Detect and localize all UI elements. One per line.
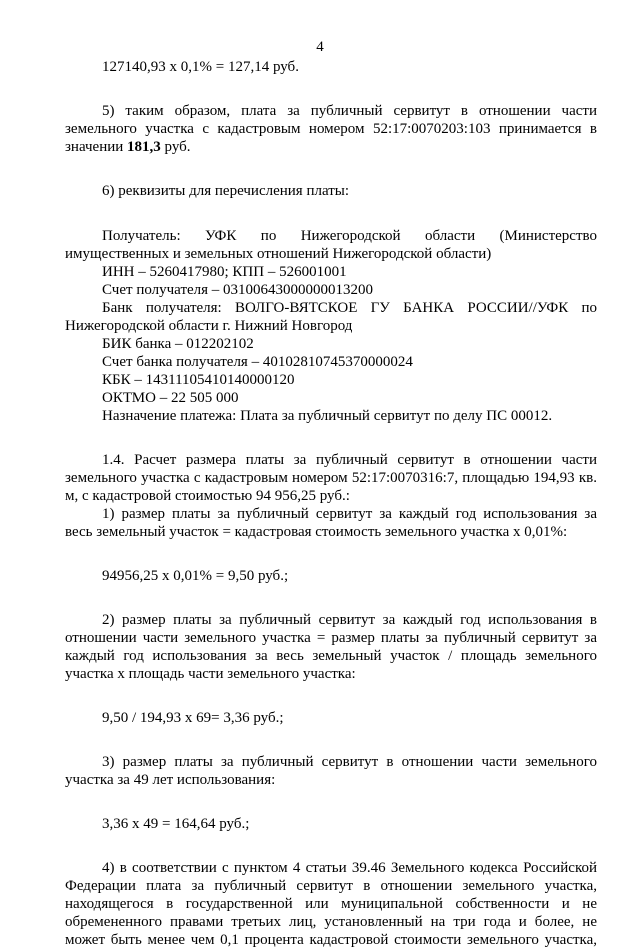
item-6-heading xyxy=(102,182,597,200)
point-2-paragraph xyxy=(65,611,597,683)
bank-line-2: Нижегородской области г. Нижний Новгород xyxy=(65,318,353,334)
point-4-line-3: находящегося в государственной или муниципальной собственности и не xyxy=(65,896,597,912)
item-5-line-3-prefix: значении xyxy=(65,139,128,155)
payment-purpose: Назначение платежа: Плата за публичный сервитут по делу ПС 00012. xyxy=(102,408,553,424)
point-3-paragraph xyxy=(65,753,597,789)
calc-3 xyxy=(102,815,597,833)
calc-2 xyxy=(102,709,597,727)
item-5-line-1: 5) таким образом, плата за публичный сервитут в отношении части xyxy=(102,103,597,119)
item-5-paragraph xyxy=(65,102,597,156)
point-4-line-2: Федерации плата за публичный сервитут в отношении земельного участка, xyxy=(65,878,597,894)
point-3-line-1: 3) размер платы за публичный сервитут в отношении части земельного xyxy=(102,754,597,770)
recipient-line-1: Получатель: УФК по Нижегородской области (Министерство xyxy=(102,228,597,244)
section-1-4-paragraph xyxy=(65,451,597,541)
item-5-line-3-suffix: руб. xyxy=(160,139,191,155)
section-1-4-line-2: земельного участка с кадастровым номером 52:17:0070316:7, площадью 194,93 кв. xyxy=(65,470,597,486)
calc-line-1 xyxy=(102,58,597,76)
point-2-line-1: 2) размер платы за публичный сервитут за каждый год использования в xyxy=(102,612,597,628)
document-body xyxy=(65,58,597,949)
bik: БИК банка – 012202102 xyxy=(102,336,254,352)
point-4-line-1: 4) в соответствии с пунктом 4 статьи 39.46 Земельного кодекса Российской xyxy=(102,860,597,876)
recipient-line-2: имущественных и земельных отношений Нижегородской области) xyxy=(65,246,492,262)
point-2-line-4: участка х площадь части земельного участка: xyxy=(65,666,356,682)
calc-2-text: 9,50 / 194,93 х 69= 3,36 руб.; xyxy=(102,710,284,726)
payment-requisites xyxy=(65,227,597,425)
page-number: 4 xyxy=(316,39,324,55)
calc-3-text: 3,36 х 49 = 164,64 руб.; xyxy=(102,816,250,832)
point-2-line-3: каждый год использования за весь земельный участок / площадь земельного xyxy=(65,648,597,664)
recipient-account: Счет получателя – 03100643000000013200 xyxy=(102,282,374,298)
bank-account: Счет банка получателя – 40102810745370000024 xyxy=(102,354,413,370)
point-1-line-2: весь земельный участок = кадастровая стоимость земельного участка х 0,01%: xyxy=(65,524,568,540)
point-1-line-1: 1) размер платы за публичный сервитут за каждый год использования за xyxy=(102,506,597,522)
inn-kpp: ИНН – 5260417980; КПП – 526001001 xyxy=(102,264,347,280)
point-4-line-4: обремененного правами третьих лиц, установленный на три года и более, не xyxy=(65,914,597,930)
item-6-heading-text: 6) реквизиты для перечисления платы: xyxy=(102,183,350,199)
servitude-fee-value: 181,3 xyxy=(127,139,161,155)
calc-1-text: 94956,25 х 0,01% = 9,50 руб.; xyxy=(102,568,289,584)
section-1-4-line-3: м, с кадастровой стоимостью 94 956,25 руб.: xyxy=(65,488,350,504)
oktmo: ОКТМО – 22 505 000 xyxy=(102,390,239,406)
item-5-line-2: земельного участка с кадастровым номером 52:17:0070203:103 принимается в xyxy=(65,121,597,137)
point-3-line-2: участка за 49 лет использования: xyxy=(65,772,276,788)
point-4-paragraph xyxy=(65,859,597,949)
point-4-line-5: может быть менее чем 0,1 процента кадастровой стоимости земельного участка, xyxy=(65,932,597,948)
calc-1 xyxy=(102,567,597,585)
bank-line-1: Банк получателя: ВОЛГО-ВЯТСКОЕ ГУ БАНКА РОССИИ//УФК по xyxy=(102,300,597,316)
kbk: КБК – 14311105410140000120 xyxy=(102,372,295,388)
calc-line-1-text: 127140,93 х 0,1% = 127,14 руб. xyxy=(102,59,299,75)
item-5-line-3 xyxy=(65,138,597,156)
point-2-line-2: отношении части земельного участка = размер платы за публичный сервитут за xyxy=(65,630,597,646)
section-1-4-line-1: 1.4. Расчет размера платы за публичный сервитут в отношении части xyxy=(102,452,597,468)
